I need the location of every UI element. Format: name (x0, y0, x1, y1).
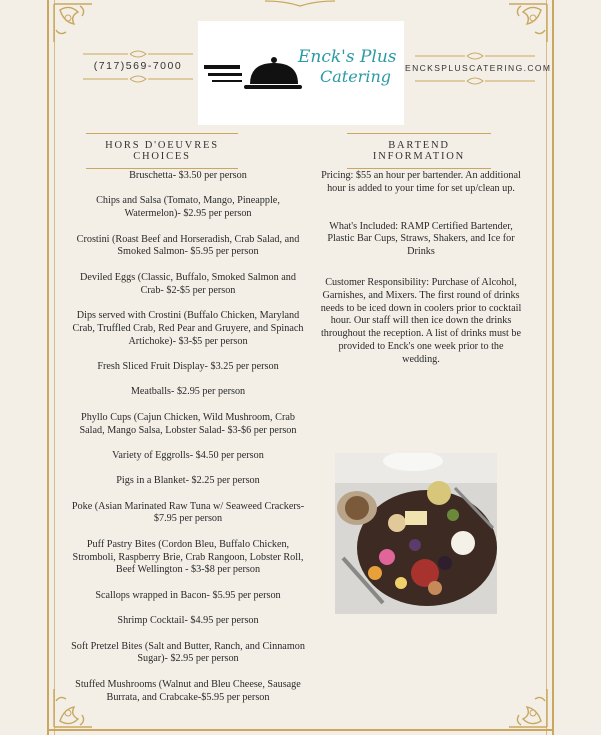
logo-text-line2: Catering (320, 67, 391, 86)
list-item: Scallops wrapped in Bacon- $5.95 per person (95, 589, 281, 601)
list-item: Deviled Eggs (Classic, Buffalo, Smoked Salmon and Crab- $2-$5 per person (80, 271, 296, 296)
flourish-icon (83, 75, 193, 83)
corner-ornament-icon (505, 0, 551, 46)
website-link[interactable]: ENCKSPLUSCATERING.COM (405, 63, 552, 73)
list-item: Fresh Sliced Fruit Display- $3.25 per person (97, 360, 279, 372)
bartend-responsibility: Customer Responsibility: Purchase of Alcohol, Garnishes, and Mixers. The first round of drinks needs to be iced down in coolers prior to cocktail hour. Our staff will then ice down the drinks throughout the reception. A list of drinks must be provided to Enck's one week prior to the wedding. (320, 276, 522, 365)
list-item: Puff Pastry Bites (Cordon Bleu, Buffalo Chicken, Stromboli, Raspberry Brie, Crab Rangoon, Lobster Roll, Beef Wellington - $3-$8 per person (72, 538, 304, 576)
phone-number[interactable]: (717)569-7000 (93, 60, 183, 72)
list-item: Bruschetta- $3.50 per person (129, 170, 247, 181)
top-flourish-icon (265, 0, 335, 8)
phone-number-block (78, 50, 198, 83)
list-item: Phyllo Cups (Cajun Chicken, Wild Mushroom, Crab Salad, Mango Salsa, Lobster Salad- $3-$6 per person (79, 411, 297, 436)
bottom-border (47, 729, 554, 731)
bartend-info (320, 170, 522, 379)
charcuterie-photo (335, 453, 497, 614)
list-item: Pigs in a Blanket- $2.25 per person (116, 475, 260, 487)
list-item: Poke (Asian Marinated Raw Tuna w/ Seaweed Crackers- $7.95 per person (71, 500, 305, 525)
list-item: Stuffed Mushrooms (Walnut and Bleu Cheese, Sausage Burrata, and Crabcake-$5.95 per person (75, 678, 301, 703)
list-item: Meatballs- $2.95 per person (130, 386, 246, 398)
list-item: Dips served with Crostini (Buffalo Chicken, Maryland Crab, Truffled Crab, Red Pear and Gruyere, and Spinach Artichoke)- $3-$5 per person (72, 309, 304, 347)
list-item: Chips and Salsa (Tomato, Mango, Pineapple, Watermelon)- $2.95 per person (96, 195, 280, 220)
bartend-pricing: Pricing: $55 an hour per bartender. An additional hour is added to your time for set up/clean up. (321, 170, 521, 194)
flourish-icon (83, 50, 193, 58)
hors-doeuvres-list (70, 170, 306, 717)
hors-doeuvres-heading: HORS D'OEUVRES CHOICES (86, 133, 238, 169)
logo-text-line1: Enck's Plus (298, 47, 397, 67)
bartend-included: What's Included: RAMP Certified Bartender, Plastic Bar Cups, Straws, Shakers, and Ice for Drinks (327, 220, 515, 258)
corner-ornament-icon (505, 685, 551, 731)
website-block (405, 60, 552, 85)
cloche-icon (202, 51, 302, 96)
flourish-icon (415, 52, 535, 60)
bartend-heading: BARTEND INFORMATION (347, 133, 491, 169)
list-item: Soft Pretzel Bites (Salt and Butter, Ranch, and Cinnamon Sugar)- $2.95 per person (71, 640, 305, 665)
list-item: Crostini (Roast Beef and Horseradish, Crab Salad, and Smoked Salmon- $5.95 per person (76, 233, 300, 258)
logo (198, 21, 404, 125)
list-item: Shrimp Cocktail- $4.95 per person (117, 615, 259, 627)
flourish-icon (415, 77, 535, 85)
list-item: Variety of Eggrolls- $4.50 per person (112, 449, 264, 461)
corner-ornament-icon (50, 0, 96, 46)
